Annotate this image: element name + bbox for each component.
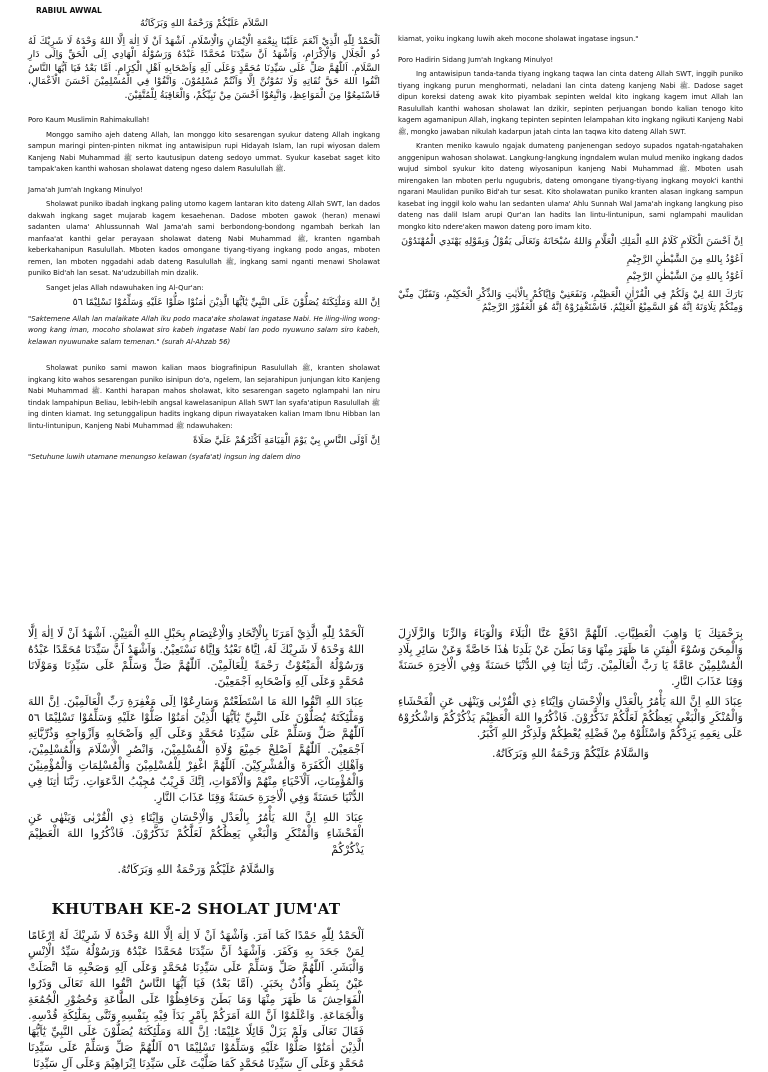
section-title: RABIUL AWWAL (36, 6, 102, 15)
paragraph: Monggo samiho ajeh dateng Allah, lan monggo kito sesarengan syukur dateng Allah ingkang sampun maringi pinten-pinten nikmat ing antawisipun rupi Hidayah Islam, lan rupi wiyosan dalem Kanjeng Nabi Muhammad ﷺ serto kautusipun dateng sedoyo ummat. Syukur kasebat saget kito tampak'aken kanthi wahosan sholawat dateng ngeso dalem Rasulullah ﷺ. (28, 130, 380, 173)
paragraph: Sholawat puniko sami mawon kalian maos biografinipun Rasulullah ﷺ, kranten sholawat ingkang kito wahos sesarengan puniko isinipun do'a, ngelem, lan sejarahipun junjungan kito Kanjeng Nabi Muhammad ﷺ. Kanthi harapan mahos sholawat, kito sesarengan sageto nglampahi lan niru tindak lampahipun Beliau, lebih-lebih angsal kawelasanipun Allah SWT lan syafa'atipun Rasulullah ﷺ ing dinten kiamat. Ing setunggalipun hadits ingkang dipun riwayataken kalian Imam Ibnu Hibban lan lintu-lintunipun, Kanjeng Nabi Muhammad ﷺ ndawuhaken: (28, 364, 380, 430)
paragraph-heading: Jama'ah Jum'ah Ingkang Minulyo! (28, 185, 144, 194)
ayah-translation: "Saktemene Allah lan malaikate Allah iku podo maca'ake sholawat ingatase Nabi. He iling-iling wong-wong kang iman, mocoho sholawat siro kabeh ingatase Nabi lan podo nyuwuno salam siro kabeh, kelawan nyuwunake salam temenan." (surah Al-Ahzab 56) (28, 314, 380, 346)
hadith-arabic: اِنَّ اَوْلَى النَّاسِ بِيْ يَوْمَ الْقِيَامَةِ اَكْثَرُهُمْ عَلَيَّ صَلَاةً (192, 435, 380, 446)
taawudz-arabic: اَعُوْذُ بِاللهِ مِنَ الشَّيْطٰنِ الرَّجِيْمِ (626, 271, 743, 282)
hadith-translation: "Setuhune luwih utamane menungso kelawan (syafa'at) ingsun ing dalem dino (28, 452, 301, 461)
khutbah2-close: عِبَادَ اللهِ اِنَّ اللهَ يَأْمُرُ بِالْعَدْلِ وَالْاِحْسَانِ وَاِيْتَاءِ ذِي الْقُرْبٰى وَيَنْهٰى عَنِ الْفَحْشَاءِ وَالْمُنْكَرِ وَالْبَغْيِ يَعِظُكُمْ لَعَلَّكُمْ تَذَكَّرُوْنَ. فَاذْكُرُوا اللهَ الْعَظِيْمَ يَذْكُرْكُمْ (28, 811, 364, 856)
paragraph-heading: Poro Kaum Muslimin Rahimakullah! (28, 116, 150, 124)
ayah-arabic: اِنَّ اللهَ وَمَلٰٓئِكَتَهُ يُصَلُّوْنَ عَلَى النَّبِيِّ يٰٓاَيُّهَا الَّذِيْنَ اٰمَنُوْا صَلُّوْا عَلَيْهِ وَسَلِّمُوْا تَسْلِيْمًا ٥٦ (72, 297, 380, 308)
khutbah2-body: عِبَادَ اللهِ اتَّقُوا اللهَ مَا اسْتَطَعْتُمْ وَسَارِعُوْا اِلَى مَغْفِرَةِ رَبِّ الْعَالَمِيْنَ. اِنَّ اللهَ وَمَلٰٓئِكَتَهُ يُصَلُّوْنَ عَلَى النَّبِيِّ يٰٓاَيُّهَا الَّذِيْنَ اٰمَنُوْا صَلُّوْا عَلَيْهِ وَسَلِّمُوْا تَسْلِيْمًا ٥٦ اَللّٰهُمَّ صَلِّ وَسَلِّمْ عَلَى سَيِّدِنَا مُحَمَّدٍ وَعَلَى آلِهِ وَاَصْحَابِهِ وَاَزْوَاجِهِ وَذُرِّيَّاتِهِ اَجْمَعِيْنَ. اَللّٰهُمَّ اَصْلِحْ جَمِيْعَ وُلَاةِ الْمُسْلِمِيْنَ، وَانْصُرِ الْاِسْلَامَ وَالْمُسْلِمِيْنَ، وَاَهْلِكِ الْكَفَرَةَ وَالْمُشْرِكِيْنَ. اَللّٰهُمَّ اغْفِرْ لِلْمُسْلِمِيْنَ وَالْمُسْلِمَاتِ وَالْمُؤْمِنِيْنَ وَالْمُؤْمِنَاتِ، اَلْاَحْيَاءِ مِنْهُمْ وَالْاَمْوَاتِ، اِنَّكَ قَرِيْبٌ مُجِيْبُ الدَّعَوَاتِ. رَبَّنَا اٰتِنَا فِي الدُّنْيَا حَسَنَةً وَفِي الْاٰخِرَةِ حَسَنَةً وَقِنَا عَذَابَ النَّارِ. (28, 695, 364, 804)
salam-closing: وَالسَّلَامُ عَلَيْكُمْ وَرَحْمَةُ اللهِ وَبَرَكَاتُهُ. (492, 747, 649, 760)
right-column-bottom (398, 624, 743, 874)
closing-arabic: بَارَكَ اللهُ لِيْ وَلَكُمْ فِي الْقُرْاٰنِ الْعَظِيْمِ، وَنَفَعَنِيْ وَاِيَّاكُمْ بِالْاٰيٰتِ وَالذِّكْرِ الْحَكِيْمِ، وَتَقَبَّلَ مِنِّيْ وَمِنْكُمْ تِلَاوَتَهُ اِنَّهُ هُوَ السَّمِيْعُ الْعَلِيْمُ. فَاسْتَغْفِرُوْهُ اِنَّهُ هُوَ الْغَفُوْرُ الرَّحِيْمُ (398, 288, 743, 313)
doa-arabic: بِرَحْمَتِكَ يَا وَاهِبَ الْعَطِيَّاتِ. اَللّٰهُمَّ ادْفَعْ عَنَّا الْبَلَاءَ وَالْوَبَاءَ وَالزِّنَا وَالزَّلَازِلَ وَالْمِحَنَ وَسُوْءَ الْفِتَنِ مَا ظَهَرَ مِنْهَا وَمَا بَطَنَ عَنْ بَلَدِنَا هٰذَا خَاصَّةً وَعَنْ سَائِرِ بِلَادِ الْمُسْلِمِيْنَ عَامَّةً يَا رَبَّ الْعَالَمِيْنَ. رَبَّنَا اٰتِنَا فِي الدُّنْيَا حَسَنَةً وَفِي الْاٰخِرَةِ حَسَنَةً وَقِنَا عَذَابَ النَّارِ. (398, 627, 743, 688)
doa-close: عِبَادَ اللهِ اِنَّ اللهَ يَأْمُرُ بِالْعَدْلِ وَالْاِحْسَانِ وَاِيْتَاءِ ذِي الْقُرْبٰى وَيَنْهٰى عَنِ الْفَحْشَاءِ وَالْمُنْكَرِ وَالْبَغْيِ يَعِظُكُمْ لَعَلَّكُمْ تَذَكَّرُوْنَ. فَاذْكُرُوا اللهَ الْعَظِيْمَ يَذْكُرْكُمْ وَاشْكُرُوْهُ عَلَى نِعَمِهِ يَزِدْكُمْ وَاسْئَلُوْهُ مِنْ فَضْلِهِ يُعْطِكُمْ وَلَذِكْرُ اللهِ اَكْبَرُ. (398, 695, 743, 740)
khutbah2-opening: اَلْحَمْدُ لِلّٰهِ الَّذِيْ اَمَرَنَا بِالْاِتِّحَادِ وَالْاِعْتِصَامِ بِحَبْلِ اللهِ الْمَتِيْنِ. اَشْهَدُ اَنْ لَا اِلٰهَ اِلَّا اللهُ وَحْدَهُ لَا شَرِيْكَ لَهُ، اِيَّاهُ نَعْبُدُ وَاِيَّاهُ نَسْتَعِيْنُ. وَاَشْهَدُ اَنَّ سَيِّدَنَا مُحَمَّدًا عَبْدُهُ وَرَسُوْلُهُ الْمَبْعُوْثُ رَحْمَةً لِلْعَالَمِيْنَ. اَللّٰهُمَّ صَلِّ وَسَلِّمْ عَلَى سَيِّدِنَا وَمَوْلَانَا مُحَمَّدٍ وَعَلَى آلِهِ وَاَصْحَابِهِ اَجْمَعِيْنَ. (28, 627, 364, 688)
quran-lead: Sanget jelas Allah ndawuhaken ing Al-Qur'an: (46, 283, 204, 292)
paragraph: Kranten meniko kawulo ngajak dumateng panjenengan sedoyo supados ngatah-ngatahaken anggenipun wahosan sholawat. Langkung-langkung ingndalem wulan mulud meniko ingkang dados wujud simbol syukur kito dateng wiyosanipun kanjeng Nabi Muhammad ﷺ. Mboten usah mirengaken lan mboten perlu ngugubris, dateng omongane tiyang-tiyang ingkang moyok'i kanthi ngarani Maulidan puniko Bid'ah tur sesat. Kito sholawatan puniko kranten alasan ingkang sampun kasebat ing inggil kolo wahu lan sedanten ulama' Ahlu Sunnah Wal Jama'ah ingkang langkung piso dateng nas dalil Islam arupi Qur'an lan hadits lan lintu-lintunipun, sami nglampahi maulidan mongko kito ndere'aken mawon dateng poro imam kito. (398, 142, 743, 231)
left-column-bottom (28, 624, 365, 1070)
khutbah-title-arabic: اَلْحَمْدُ لِلّٰهِ حَمْدًا كَمَا اَمَرَ. وَاَشْهَدُ اَنْ لَا اِلٰهَ اِلَّا اللهُ وَحْدَهُ لَا شَرِيْكَ لَهُ اِرْغَامًا لِمَنْ جَحَدَ بِهِ وَكَفَرَ. وَاَشْهَدُ اَنَّ سَيِّدَنَا مُحَمَّدًا عَبْدُهُ وَرَسُوْلُهُ سَيِّدُ الْاِنْسِ وَالْبَشَرِ. اَللّٰهُمَّ صَلِّ وَسَلِّمْ عَلَى سَيِّدِنَا مُحَمَّدٍ وَعَلَى آلِهِ وَصَحْبِهِ مَا اتَّصَلَتْ عَيْنٌ بِنَظَرٍ وَاُذُنٌ بِخَبَرٍ. (اَمَّا بَعْدُ) فَيَا اَيُّهَا النَّاسُ اتَّقُوا اللهَ تَعَالَى وَذَرُوا الْفَوَاحِشَ مَا ظَهَرَ مِنْهَا وَمَا بَطَنَ وَحَافِظُوْا عَلَى الطَّاعَةِ وَحُضُوْرِ الْجُمُعَةِ وَالْجَمَاعَةِ. وَاعْلَمُوْا اَنَّ اللهَ اَمَرَكُمْ بِاَمْرٍ بَدَاَ فِيْهِ بِنَفْسِهِ وَثَنَّى بِمَلٰٓئِكَةِ قُدْسِهِ. فَقَالَ تَعَالَى وَلَمْ يَزَلْ قَائِلًا عَلِيْمًا: اِنَّ اللهَ وَمَلٰٓئِكَتَهُ يُصَلُّوْنَ عَلَى النَّبِيِّ يٰٓاَيُّهَا الَّذِيْنَ اٰمَنُوْا صَلُّوْا عَلَيْهِ وَسَلِّمُوْا تَسْلِيْمًا ٥٦ اَللّٰهُمَّ صَلِّ وَسَلِّمْ عَلَى سَيِّدِنَا مُحَمَّدٍ وَعَلَى آلِ سَيِّدِنَا مُحَمَّدٍ كَمَا صَلَّيْتَ عَلَى سَيِّدِنَا اِبْرَاهِيْمَ وَعَلَى آلِ سَيِّدِنَا (28, 929, 365, 1070)
salam-closing: وَالسَّلَامُ عَلَيْكُمْ وَرَحْمَةُ اللهِ وَبَرَكَاتُهُ. (117, 863, 275, 876)
taawudz-arabic: اَعُوْذُ بِاللهِ مِنَ الشَّيْطٰنِ الرَّجِيْمِ (626, 253, 743, 265)
salam-opening: السَّلاَم عَلَيْكُمْ وَرَحْمَةُ اللهِ وَبَرَكَاتُهُ (140, 18, 268, 29)
paragraph: Ing antawisipun tanda-tanda tiyang ingkang taqwa lan cinta dateng Allah SWT, inggih puniko tiyang ingkang purun menghormati, neladani lan cinta dateng kanjeng Nabi ﷺ. Dadose saget dipun koreksi dateng awak kito piyambak sepinten weldal kito ingkang kagem imut Allah lan Rasulullah kanthi wahosan sholawat lan dzikir, sepinten perjuangan bondo kalian tenogo kito kagem agamanipun Allah, ingkang tepinten sepinten lelampahan kito ingkang ngikuti Kanjeng Nabi ﷺ, mongko jawaban nikulah kadarpun jatah cinta lan taqwa kito dateng Allah SWT. (398, 70, 743, 136)
opening-arabic: اَلْحَمْدُ لِلّٰهِ الَّذِيْ اَنْعَمَ عَلَيْنَا بِنِعْمَةِ الْاِيْمَانِ وَالْاِسْلَامِ. اَشْهَدُ اَنْ لَا اِلٰهَ اِلَّا اللهُ وَحْدَهُ لَا شَرِيْكَ لَهُ ذُو الْجَلَالِ وَالْاِكْرَامِ، وَاَشْهَدُ اَنَّ سَيِّدَنَا مُحَمَّدًا عَبْدُهُ وَرَسُوْلُهُ الْهَادِي اِلَى الْحَقِّ وَاِلَى دَارِ السَّلَامِ. اَللّٰهُمَّ صَلِّ عَلَى سَيِّدِنَا مُحَمَّدٍ وَعَلَى آلِهِ وَاَصْحَابِهِ اَهْلِ الْكِرَامِ. اَمَّا بَعْدُ فَيَا اَيُّهَا النَّاسُ اتَّقُوا اللهَ حَقَّ تُقَاتِهِ وَلَا تَمُوْتُنَّ اِلَّا وَاَنْتُمْ مُسْلِمُوْنَ. وَاتَّقُوْا فِي الْمُسْلِمِيْنَ اَحْسَنَ الْاَعْمَالِ، فَاسْتَمِعُوْا مِنَ الْمَوَاعِظِ، وَاتَّبِعُوْا اَحْسَنَ مِنْ نَبِيِّكُمْ، وَالْعَاقِبَةُ لِلْمُتَّقِيْنَ. (28, 35, 380, 101)
paragraph-heading: Poro Hadirin Sidang Jum'ah Ingkang Minulyo! (398, 55, 554, 64)
left-column-top (28, 0, 380, 560)
right-column-top (398, 0, 743, 560)
continuation-text: kiamat, yoiku ingkang luwih akeh mocone sholawat ingatase ingsun." (398, 35, 639, 43)
khutbah-title: KHUTBAH KE-2 SHOLAT JUM'AT (51, 900, 341, 918)
paragraph: Sholawat puniko ibadah ingkang paling utomo kagem lantaran kito dateng Allah SWT, lan dados dakwah ingkang saget mujarab kagem kesaehenan. Dadose mboten gawok (heran) menawi sadanten ulama' Ahlussunnah Wal Jama'ah sami berbondong-bondong ngambah berkah lan manfaa'at kanthi gelar perayaan sholawat dateng Nabi Muhammad ﷺ, kranten ngambah keberkahanipun Rasulullah. Mboten kados omongane tiyang-tiyang ingkang podo angas, mboten remen, lan mboten nggadahi adab dateng Rasulullah ﷺ, ingkang sami nganti menawi Sholawat puniko Bid'ah lan sesat. Na'udzubillah min dzalik. (28, 200, 380, 277)
closing-arabic: اِنَّ اَحْسَنَ الْكَلَامِ كَلَامُ اللهِ الْمَلِكِ الْعَلَّامِ وَاللهُ سُبْحَانَهُ وَتَعَالَى يَقُوْلُ وَبِقَوْلِهِ يَهْتَدِي الْمُهْتَدُوْنَ (401, 236, 743, 247)
document-page-bottom (0, 560, 768, 1070)
